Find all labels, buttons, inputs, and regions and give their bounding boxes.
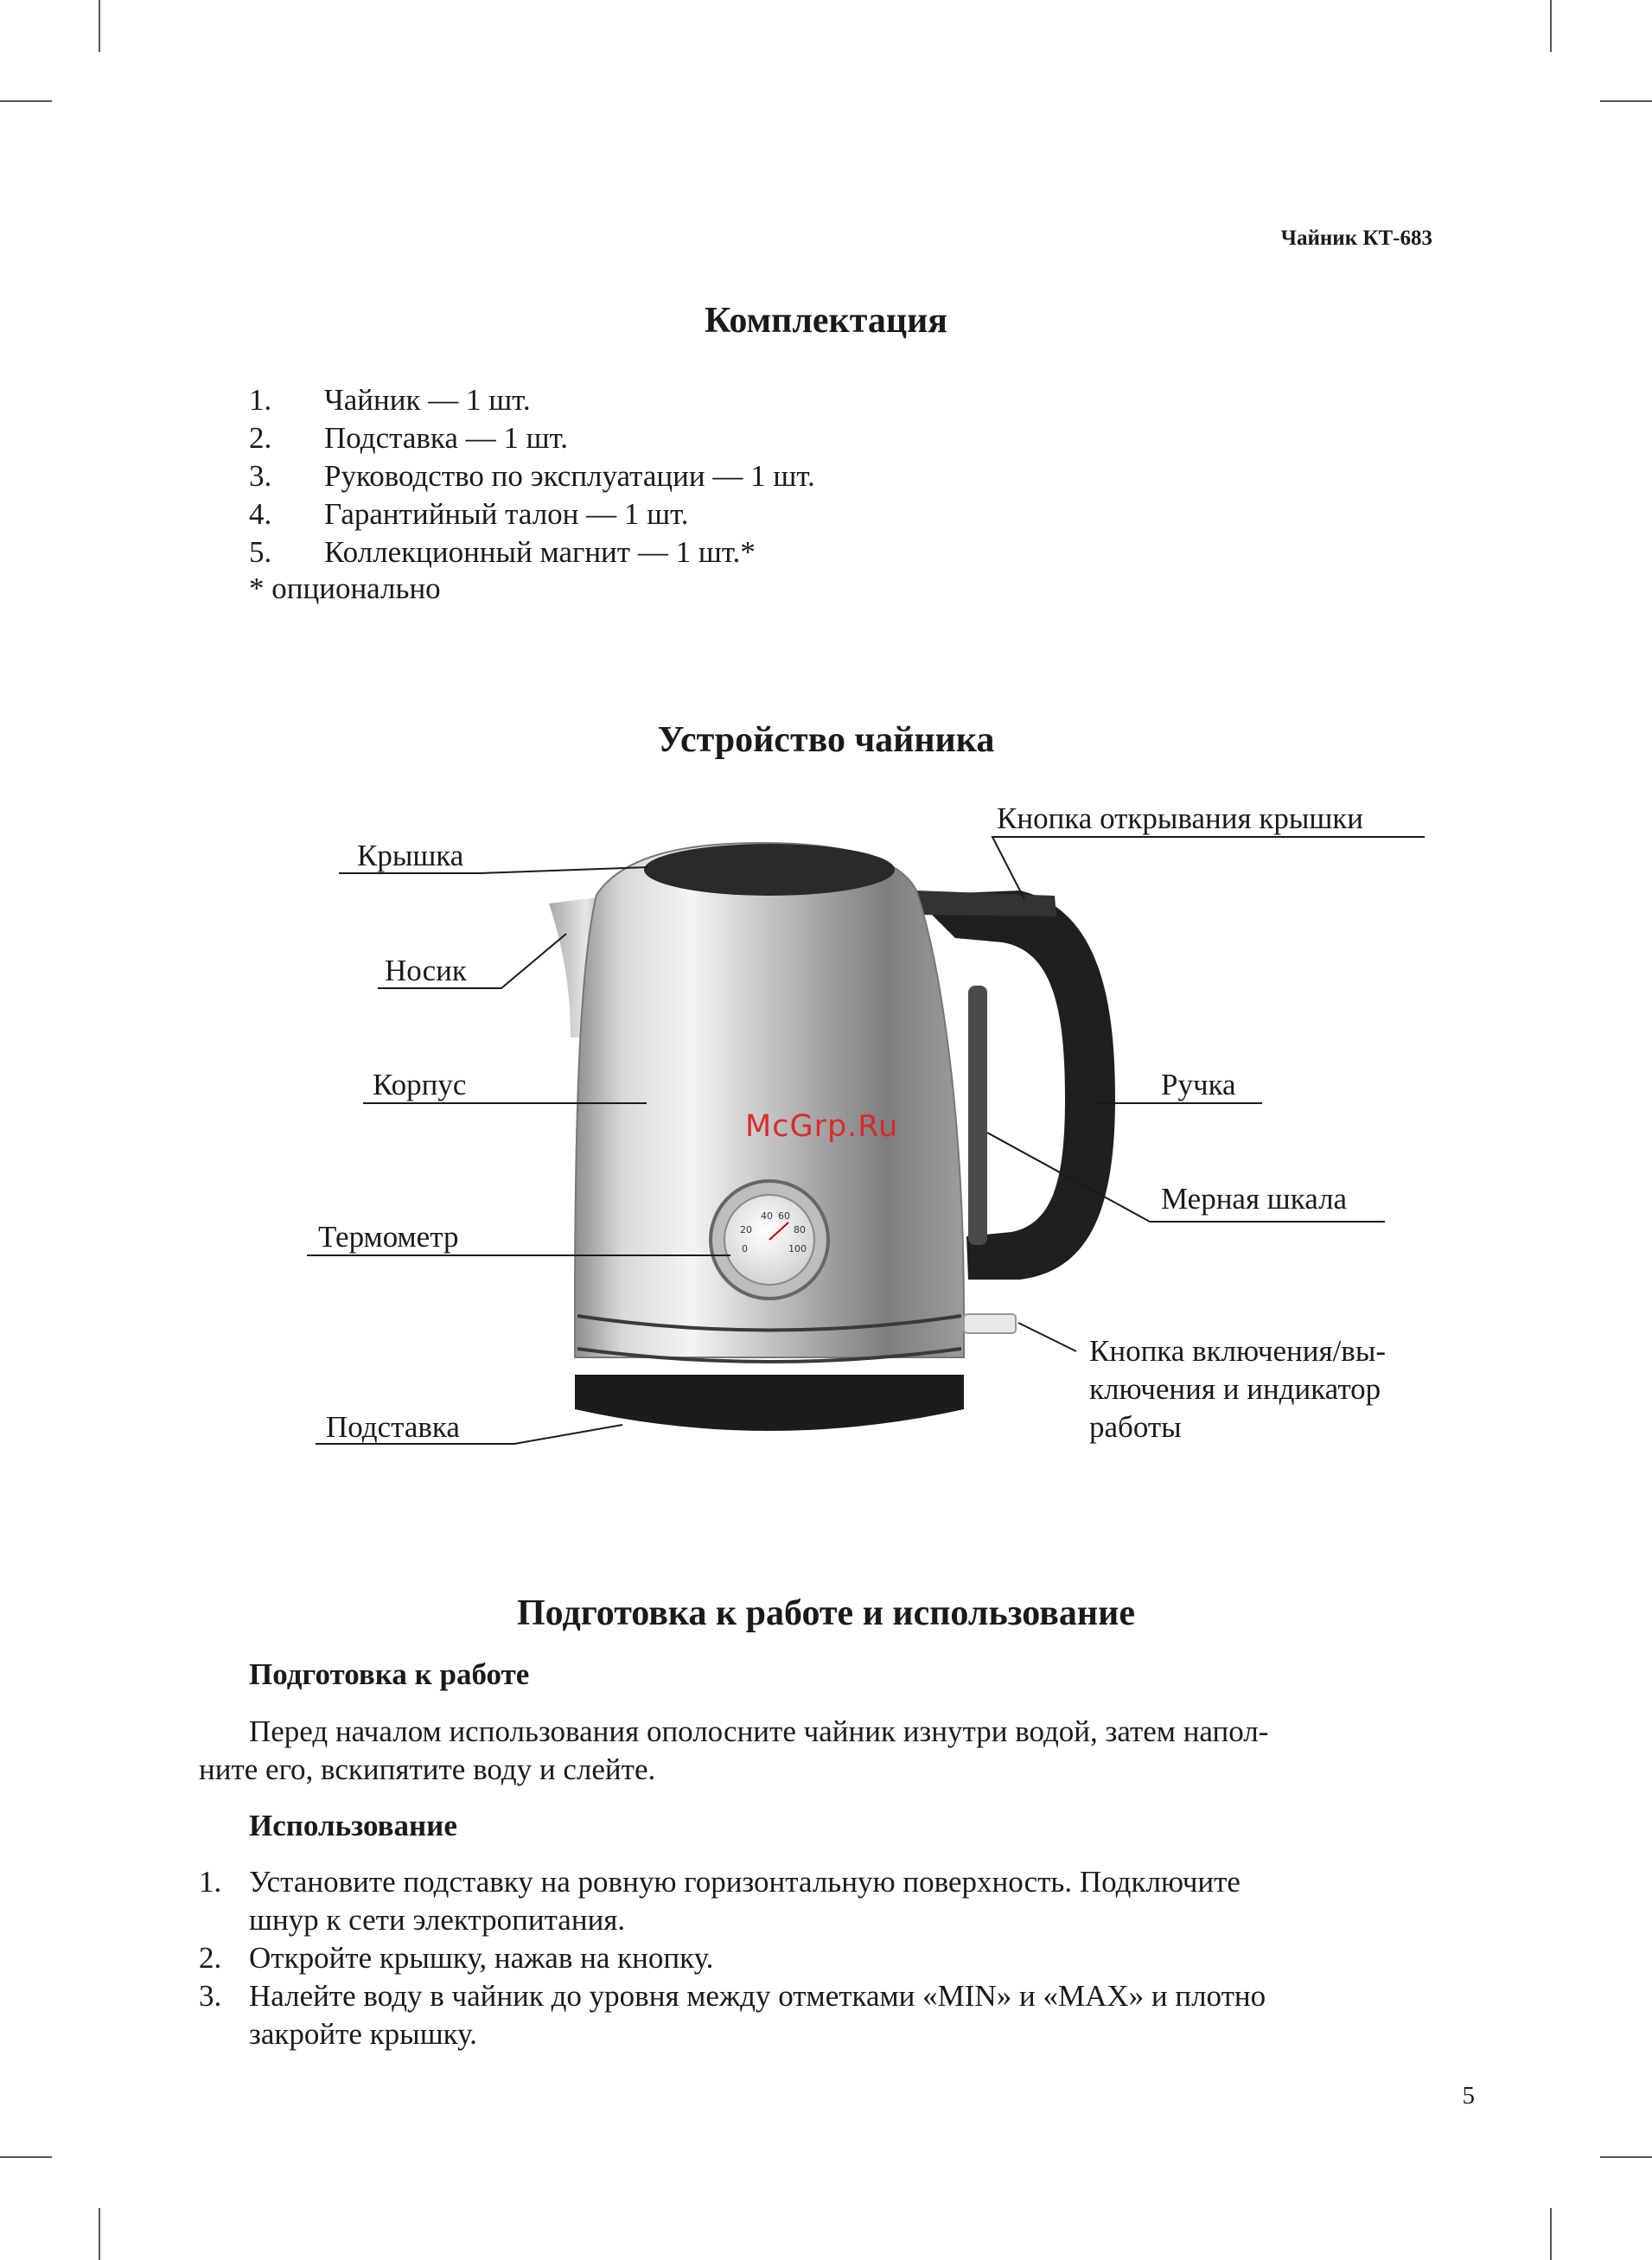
list-item: 2. Подставка — 1 шт. <box>249 421 569 455</box>
measure-scale-window <box>968 986 987 1245</box>
usage-title: Подготовка к работе и использование <box>517 1593 1135 1633</box>
leader-line-power <box>1018 1323 1076 1351</box>
list-item: 5. Коллекционный магнит — 1 шт.* <box>249 535 756 569</box>
watermark: McGrp.Ru <box>745 1109 899 1144</box>
list-item: 3. Налейте воду в чайник до уровня между отметками «MIN» и «MAX» и плотно закройте крышку. <box>199 1979 1266 2051</box>
label-spout: Носик <box>385 954 467 987</box>
list-item: 1. Чайник — 1 шт. <box>249 383 531 417</box>
leader-line-lid-button <box>992 837 1425 899</box>
use-heading: Использование <box>249 1809 457 1842</box>
lid-shape <box>644 844 895 896</box>
label-power: Кнопка включения/вы- ключения и индикатор работы <box>1089 1334 1386 1444</box>
label-lid-button: Кнопка открывания крышки <box>997 801 1364 835</box>
device-title: Устройство чайника <box>657 720 995 760</box>
label-thermometer: Термометр <box>318 1220 459 1254</box>
lid-button-icon <box>916 891 1056 916</box>
list-item: 4. Гарантийный талон — 1 шт. <box>249 497 689 531</box>
dial-mark: 0 <box>742 1243 748 1254</box>
prep-heading: Подготовка к работе <box>249 1657 530 1691</box>
power-switch-icon <box>964 1314 1016 1333</box>
contents-title: Комплектация <box>704 301 948 341</box>
label-body: Корпус <box>373 1068 467 1101</box>
label-handle: Ручка <box>1161 1068 1236 1101</box>
list-item: 2. Откройте крышку, нажав на кнопку. <box>199 1941 714 1975</box>
label-scale: Мерная шкала <box>1161 1182 1348 1216</box>
dial-mark: 100 <box>788 1243 807 1254</box>
dial-mark: 20 <box>740 1224 752 1235</box>
header-title: Чайник КТ-683 <box>1280 227 1432 250</box>
label-base: Подставка <box>326 1410 460 1444</box>
list-item: 1. Установите подставку на ровную горизонтальную поверхность. Подключите шнур к сети электропитания. <box>199 1865 1241 1937</box>
prep-paragraph: Перед началом использования ополосните чайник изнутри водой, затем напол- ните его, вскипятите воду и слейте. <box>199 1714 1269 1786</box>
optional-note: * опционально <box>249 571 441 605</box>
dial-mark: 40 <box>761 1210 773 1222</box>
list-item: 3. Руководство по эксплуатации — 1 шт. <box>249 459 815 493</box>
dial-mark: 60 <box>778 1210 790 1222</box>
page-number: 5 <box>1462 2082 1475 2110</box>
usage-steps <box>199 1863 1426 2053</box>
base-shape <box>575 1375 964 1431</box>
dial-mark: 80 <box>794 1224 806 1235</box>
label-lid: Крышка <box>357 839 464 872</box>
